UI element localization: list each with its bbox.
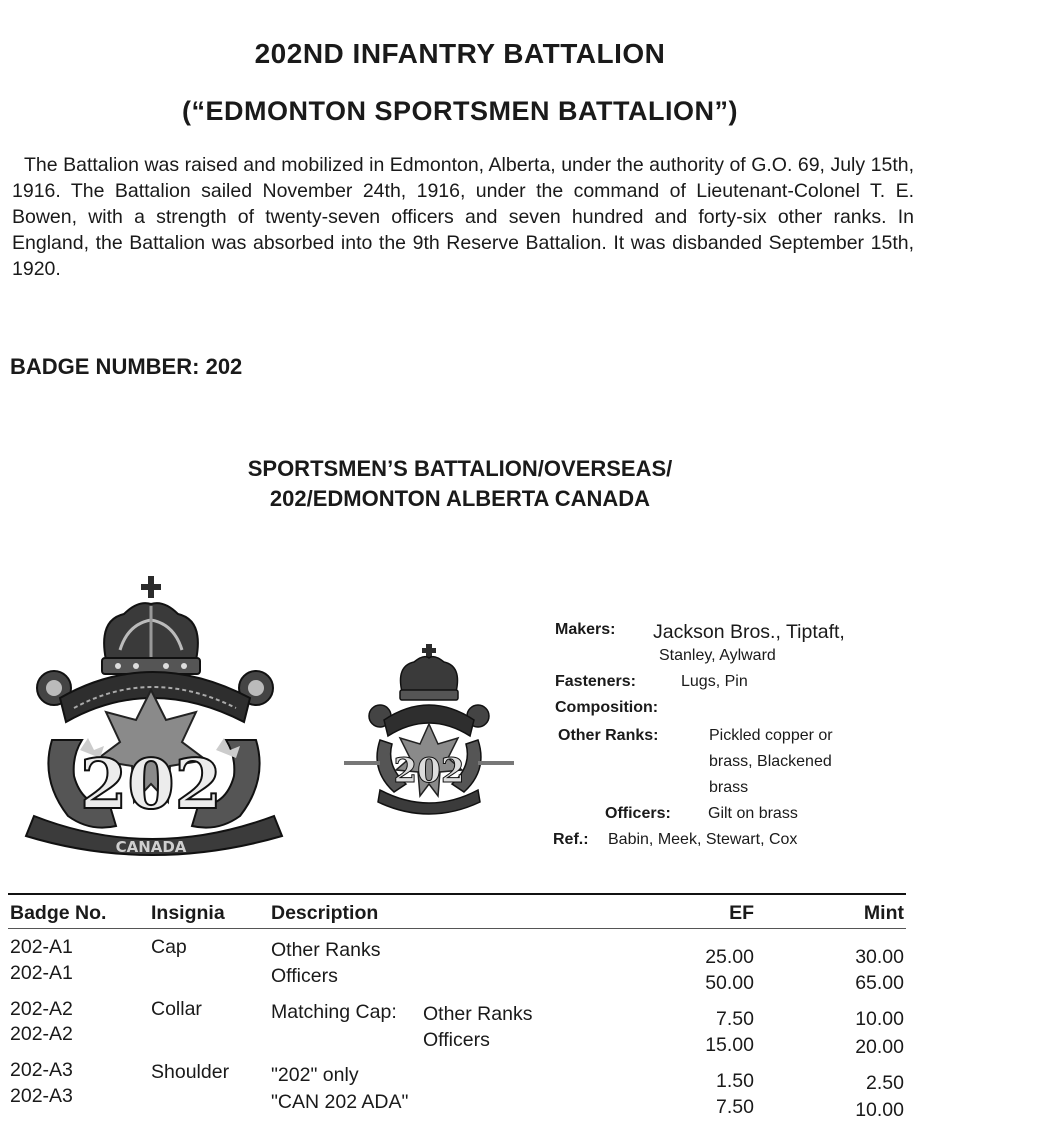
page-title: 202ND INFANTRY BATTALION [254,38,666,69]
history-paragraph: The Battalion was raised and mobilized in Edmonton, Alberta, under the authority of G.O. 69, July 15th, 1916. The Battalion sailed November 24th, 1916, under the command of Lieutenant-Colonel T. E. Bowen, with a strength of twenty-seven officers and seven hundred and forty-six other ranks. In England, the Battalion was absorbed into the 9th Reserve Battalion. It was disbanded September 15th, 1920. [12,154,914,280]
header-mint: Mint [863,902,904,924]
cell-insignia: Shoulder [151,1061,230,1083]
cell-ef: 15.00 [705,1034,754,1056]
other-ranks-line-1: Pickled copper or [709,727,833,744]
table-top-rule [8,893,906,895]
cell-badge-no: 202-A1 [10,936,73,958]
cell-badge-no: 202-A2 [10,998,73,1020]
ref-label: Ref.: [553,831,589,848]
cell-ef: 50.00 [705,972,754,994]
header-underline [8,928,906,929]
ref-value: Babin, Meek, Stewart, Cox [608,831,798,848]
makers-line-1: Jackson Bros., Tiptaft, [653,621,845,643]
cell-ef: 1.50 [716,1070,754,1092]
badge-legend-line-1: SPORTSMEN’S BATTALION/OVERSEAS/ [247,456,673,481]
other-ranks-line-3: brass [709,779,749,796]
cell-mint: 20.00 [855,1036,904,1058]
makers-line-2: Stanley, Aylward [659,647,776,664]
cell-ef: 7.50 [716,1008,754,1030]
header-badge-no: Badge No. [10,902,107,924]
cell-ef: 7.50 [716,1096,754,1118]
other-ranks-label: Other Ranks: [558,727,659,744]
cell-insignia: Cap [151,936,187,958]
cell-mint: 65.00 [855,972,904,994]
makers-label: Makers: [555,621,616,638]
badge-numeral-small: 202 [393,751,465,791]
fasteners-value: Lugs, Pin [681,673,748,690]
cell-badge-no: 202-A1 [10,962,73,984]
badge-number-label: BADGE NUMBER: [10,354,200,379]
badge-scroll-text: CANADA [115,838,187,856]
officers-label: Officers: [605,805,671,822]
cell-ef: 25.00 [705,946,754,968]
cell-badge-no: 202-A3 [10,1059,73,1081]
header-description: Description [271,902,379,924]
fasteners-label: Fasteners: [555,673,636,690]
badge-legend-line-2: 202/EDMONTON ALBERTA CANADA [269,486,651,511]
composition-label: Composition: [555,699,659,716]
other-ranks-line-2: brass, Blackened [709,753,832,770]
cell-description-sub: Officers [423,1029,490,1051]
cell-mint: 30.00 [855,946,904,968]
badge-number-value: 202 [205,354,243,379]
cell-mint: 2.50 [866,1072,904,1094]
page-subtitle: (“EDMONTON SPORTSMEN BATTALION”) [182,96,738,126]
header-ef: EF [729,902,754,924]
cell-description: "202" only [271,1064,359,1086]
cell-badge-no: 202-A2 [10,1023,73,1045]
cell-badge-no: 202-A3 [10,1085,73,1107]
cell-description: Matching Cap: [271,1001,397,1023]
cell-description: Other Ranks [271,939,381,961]
cell-mint: 10.00 [855,1008,904,1030]
cell-mint: 10.00 [855,1099,904,1121]
officers-value: Gilt on brass [708,805,798,822]
cell-description: Officers [271,965,338,987]
badge-numeral-large: 202 [80,745,222,825]
cell-description-sub: Other Ranks [423,1003,533,1025]
cell-description: "CAN 202 ADA" [271,1091,409,1113]
header-insignia: Insignia [151,902,225,924]
cell-insignia: Collar [151,998,202,1020]
